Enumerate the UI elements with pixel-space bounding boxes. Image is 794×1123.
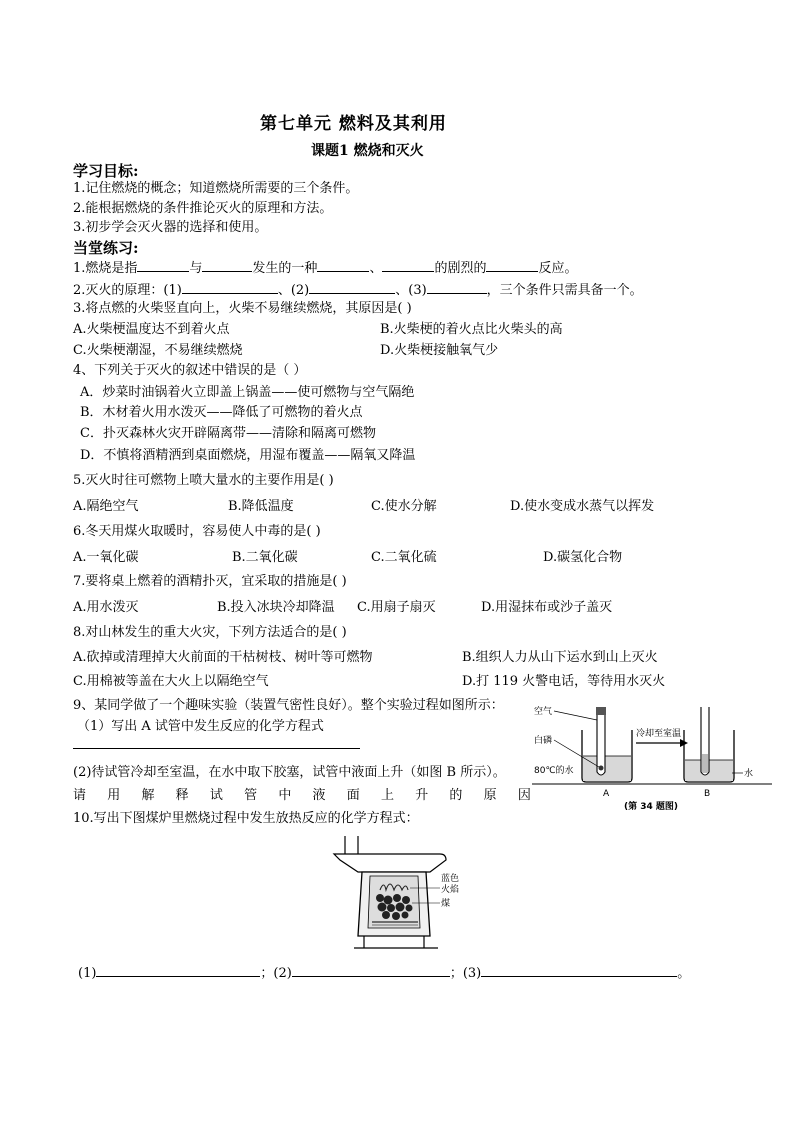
q5-option-c[interactable]: C.使水分解 bbox=[371, 499, 437, 514]
answer-blank[interactable] bbox=[486, 258, 538, 272]
answer-blank[interactable] bbox=[182, 280, 278, 294]
page-title: 第七单元 燃料及其利用 bbox=[260, 114, 447, 134]
question-5-stem: 5.灭火时往可燃物上喷大量水的主要作用是( ) bbox=[73, 473, 334, 488]
q4-option-c[interactable]: C．扑灭森林火灾开辟隔离带——清除和隔离可燃物 bbox=[80, 426, 376, 441]
answer-blank[interactable] bbox=[292, 963, 450, 977]
q9-experiment-figure bbox=[532, 698, 772, 818]
stove-label-coal: 煤 bbox=[441, 899, 451, 909]
q1-text: 与 bbox=[189, 261, 203, 276]
answer-blank[interactable] bbox=[202, 258, 252, 272]
q9-char: 原 bbox=[483, 788, 497, 803]
question-6-stem: 6.冬天用煤火取暖时，容易使人中毒的是( ) bbox=[73, 524, 321, 539]
figure-arrow-label: 冷却至室温 bbox=[636, 729, 682, 739]
q9-char: 上 bbox=[380, 788, 394, 803]
stove-label-flame-1: 蓝色 bbox=[441, 874, 460, 884]
q4-option-a[interactable]: A．炒菜时油锅着火立即盖上锅盖——使可燃物与空气隔绝 bbox=[80, 385, 415, 400]
q9-char: 升 bbox=[415, 788, 429, 803]
q9-spread-text bbox=[73, 787, 531, 804]
q3-option-a[interactable]: A.火柴梗温度达不到着火点 bbox=[73, 322, 230, 337]
q1-text: 1.燃烧是指 bbox=[73, 261, 138, 276]
q4-option-d[interactable]: D．不慎将酒精洒到桌面燃烧，用湿布覆盖——隔氧又降温 bbox=[80, 448, 416, 463]
objectives-heading: 学习目标: bbox=[73, 162, 139, 180]
q1-text: 反应。 bbox=[538, 261, 578, 276]
q10-label: 。 bbox=[677, 966, 691, 981]
q9-char: 中 bbox=[278, 788, 292, 803]
q5-option-b[interactable]: B.降低温度 bbox=[228, 499, 294, 514]
q10-label: (1) bbox=[78, 966, 97, 981]
objective-item: 2.能根据燃烧的条件推论灭火的原理和方法。 bbox=[73, 201, 333, 216]
q10-label: ；(2) bbox=[260, 966, 292, 981]
question-1 bbox=[73, 258, 577, 277]
q1-text: 的剧烈的 bbox=[434, 261, 487, 276]
q4-option-b[interactable]: B．木材着火用水泼灭——降低了可燃物的着火点 bbox=[80, 405, 363, 420]
q9-char: 用 bbox=[107, 788, 121, 803]
answer-blank[interactable] bbox=[96, 963, 260, 977]
question-10-stem: 10.写出下图煤炉里燃烧过程中发生放热反应的化学方程式： bbox=[73, 811, 419, 826]
practice-heading: 当堂练习: bbox=[73, 239, 139, 257]
q10-answers bbox=[78, 963, 690, 982]
q2-text: 、(3) bbox=[395, 283, 427, 298]
q3-option-b[interactable]: B.火柴梗的着火点比火柴头的高 bbox=[380, 322, 563, 337]
question-3-stem: 3.将点燃的火柴竖直向上，火柴不易继续燃烧，其原因是( ) bbox=[73, 301, 412, 316]
answer-blank[interactable] bbox=[427, 280, 487, 294]
q3-option-d[interactable]: D.火柴梗接触氧气少 bbox=[380, 343, 499, 358]
q1-text: 发生的一种 bbox=[252, 261, 318, 276]
q9-answer-line[interactable] bbox=[73, 748, 360, 749]
page-subtitle: 课题1 燃烧和灭火 bbox=[311, 143, 424, 159]
q6-option-d[interactable]: D.碳氢化合物 bbox=[543, 550, 623, 565]
q9-char: 的 bbox=[449, 788, 463, 803]
q9-char: 解 bbox=[141, 788, 155, 803]
q6-option-c[interactable]: C.二氧化硫 bbox=[371, 550, 437, 565]
figure-label-water: 水 bbox=[744, 769, 754, 779]
figure-label-hot-water: 80℃的水 bbox=[534, 766, 574, 776]
stove-hood-icon bbox=[334, 854, 446, 872]
q7-option-c[interactable]: C.用扇子扇灭 bbox=[357, 600, 436, 615]
figure-label-air: 空气 bbox=[534, 707, 553, 717]
question-2 bbox=[73, 280, 643, 299]
q5-option-a[interactable]: A.隔绝空气 bbox=[73, 499, 139, 514]
q8-option-b[interactable]: B.组织人力从山下运水到山上灭火 bbox=[462, 650, 658, 665]
q6-option-b[interactable]: B.二氧化碳 bbox=[232, 550, 298, 565]
q1-text: 、 bbox=[369, 261, 383, 276]
answer-blank[interactable] bbox=[317, 258, 369, 272]
answer-blank[interactable] bbox=[137, 258, 189, 272]
white-phosphorus-icon bbox=[599, 766, 604, 771]
question-9-stem: 9、某同学做了一个趣味实验（装置气密性良好）。整个实验过程如图所示： bbox=[73, 698, 504, 713]
q2-text: ，三个条件只需具备一个。 bbox=[486, 283, 643, 298]
q8-option-c[interactable]: C.用棉被等盖在大火上以隔绝空气 bbox=[73, 674, 269, 689]
figure-caption: (第 34 题图) bbox=[624, 802, 679, 812]
question-8-stem: 8.对山林发生的重大火灾，下列方法适合的是( ) bbox=[73, 625, 347, 640]
q9-part-2: (2)待试管冷却至室温，在水中取下胶塞，试管中液面上升（如图 B 所示）。 bbox=[73, 765, 506, 780]
q9-char: 管 bbox=[244, 788, 258, 803]
answer-blank[interactable] bbox=[481, 963, 677, 977]
q9-part-2b bbox=[73, 787, 531, 804]
q9-char: 试 bbox=[209, 788, 223, 803]
q2-text: 2.灭火的原理：(1) bbox=[73, 283, 182, 298]
q10-label: ；(3) bbox=[449, 966, 482, 981]
figure-label-phosphorus: 白磷 bbox=[534, 736, 553, 746]
question-7-stem: 7.要将桌上燃着的酒精扑灭，宜采取的措施是( ) bbox=[73, 574, 347, 589]
rubber-stopper-icon bbox=[596, 707, 606, 715]
question-4-stem: 4、下列关于灭火的叙述中错误的是（ ） bbox=[73, 363, 307, 378]
q9-char: 面 bbox=[346, 788, 360, 803]
beaker-a-water-icon bbox=[583, 756, 631, 781]
q7-option-d[interactable]: D.用湿抹布或沙子盖灭 bbox=[481, 600, 613, 615]
q9-char: 因 bbox=[517, 788, 531, 803]
q6-option-a[interactable]: A.一氧化碳 bbox=[73, 550, 139, 565]
q9-char: 请 bbox=[73, 788, 87, 803]
q5-option-d[interactable]: D.使水变成水蒸气以挥发 bbox=[510, 499, 655, 514]
q9-char: 液 bbox=[312, 788, 326, 803]
answer-blank[interactable] bbox=[309, 280, 395, 294]
q8-option-d[interactable]: D.打 119 火警电话，等待用水灭火 bbox=[462, 674, 666, 689]
figure-label-a: A bbox=[603, 789, 610, 799]
q9-char: 释 bbox=[175, 788, 189, 803]
answer-blank[interactable] bbox=[382, 258, 434, 272]
q7-option-b[interactable]: B.投入冰块冷却降温 bbox=[217, 600, 335, 615]
coal-stove-figure bbox=[330, 836, 500, 954]
q7-option-a[interactable]: A.用水泼灭 bbox=[73, 600, 139, 615]
q2-text: 、(2) bbox=[277, 283, 310, 298]
objective-item: 1.记住燃烧的概念；知道燃烧所需要的三个条件。 bbox=[73, 181, 359, 196]
q8-option-a[interactable]: A.砍掉或清理掉大火前面的干枯树枝、树叶等可燃物 bbox=[73, 650, 373, 665]
objective-item: 3.初步学会灭火器的选择和使用。 bbox=[73, 220, 268, 235]
figure-label-b: B bbox=[704, 789, 711, 799]
q3-option-c[interactable]: C.火柴梗潮湿，不易继续燃烧 bbox=[73, 343, 243, 358]
stove-label-flame-2: 火焰 bbox=[441, 885, 460, 895]
q9-part-1: （1）写出 A 试管中发生反应的化学方程式 bbox=[77, 719, 324, 734]
